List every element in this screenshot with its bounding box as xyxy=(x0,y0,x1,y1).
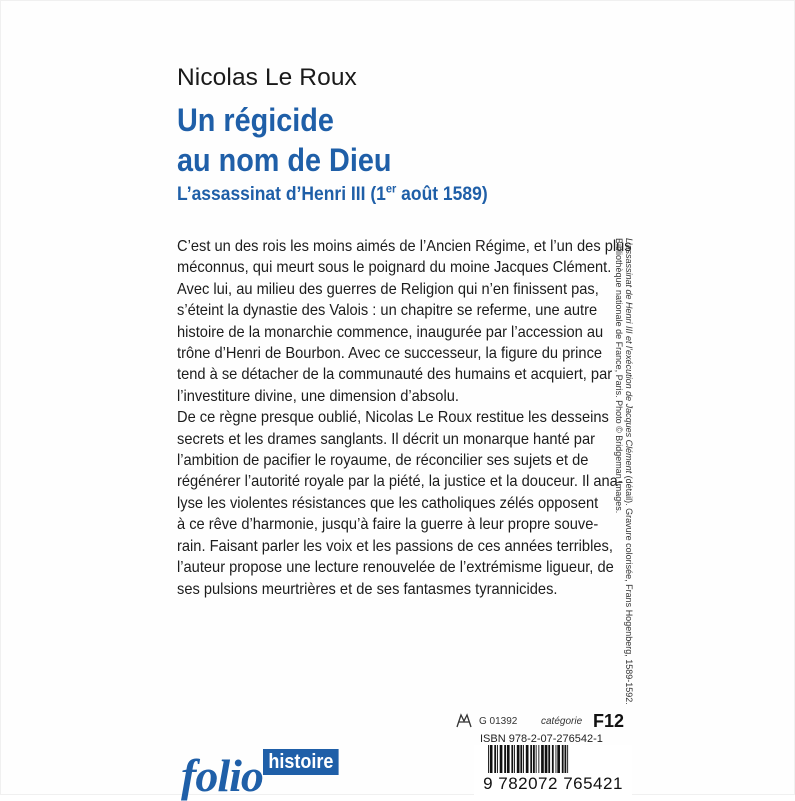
blurb-line: méconnus, qui meurt sous le poignard du moine Jacques Clément. xyxy=(177,259,612,277)
barcode-bar xyxy=(507,745,510,775)
barcode-bar xyxy=(511,745,513,775)
barcode-bar xyxy=(556,745,557,775)
barcode-bar xyxy=(520,745,522,775)
barcode-bar xyxy=(545,745,548,775)
blurb-line: l’investiture divine, une dimension d’absolu. xyxy=(177,387,459,405)
book-subtitle xyxy=(177,181,488,206)
barcode-bar xyxy=(548,745,550,775)
barcode-bar xyxy=(562,745,564,775)
blurb-line: histoire de la monarchie commence, inaugurée par l’accession au xyxy=(177,323,604,341)
blurb-line: Avec lui, au milieu des guerres de Religion qui n’en finissent pas, xyxy=(177,280,599,298)
blurb-line: l’auteur propose une lecture renouvelée de l’extrémisme ligueur, de xyxy=(177,559,614,577)
blurb-line: lyse les violentes résistances que les catholiques zélés opposent xyxy=(177,494,599,512)
barcode-bar xyxy=(494,745,496,775)
blurb-line: tend à se détacher de la communauté des humains et acquiert, par xyxy=(177,366,613,384)
blurb-line: ses pulsions meurtrières et de ses fantasmes tyrannicides. xyxy=(177,580,558,598)
barcode-bar xyxy=(504,745,506,775)
barcode-digits: 9 782072 765421 xyxy=(474,773,632,795)
barcode-bar xyxy=(538,745,539,775)
publisher-code: G 01392 xyxy=(479,716,518,727)
author-name: Nicolas Le Roux xyxy=(177,64,357,91)
subtitle-post: août 1589) xyxy=(396,184,488,205)
credit-line-2: Bibliothèque nationale de France, Paris. Photo © Bridgeman Images. xyxy=(614,238,625,514)
credit-artwork-title: L’assassinat de Henri III et l’exécution de Jacques Clément xyxy=(624,238,634,474)
blurb-line: rain. Faisant parler les voix et les passions de ces années terribles, xyxy=(177,537,613,555)
barcode-bar xyxy=(557,745,560,775)
category-value: F12 xyxy=(593,711,625,731)
credit-line-1 xyxy=(623,238,634,705)
barcode-bar xyxy=(541,745,544,775)
image-credit xyxy=(614,238,634,705)
barcode-bar xyxy=(500,745,503,775)
barcode-bar xyxy=(536,745,537,775)
blurb-line: De ce règne presque oublié, Nicolas Le Roux restitue les desseins xyxy=(177,409,609,427)
barcode-bar xyxy=(533,745,535,775)
blurb-line: secrets et les drames sanglants. Il décrit un monarque hanté par xyxy=(177,430,595,448)
subtitle-pre: L’assassinat d’Henri III (1 xyxy=(177,184,386,205)
isbn-number: ISBN 978-2-07-276542-1 xyxy=(480,733,603,745)
barcode-bar xyxy=(514,745,515,775)
book-title-line-1: Un régicide xyxy=(177,102,334,138)
folio-brand-word: folio xyxy=(181,750,263,801)
blurb-line: à ce rêve d’harmonie, jusqu’à faire la guerre à leur propre souve- xyxy=(177,516,599,534)
blurb-line: trône d’Henri de Bourbon. Avec ce successeur, la figure du prince xyxy=(177,345,603,363)
ean-barcode xyxy=(474,745,632,795)
barcode-bar xyxy=(497,745,498,775)
credit-line-1-rest: (détail). Gravure colorisée, Frans Hogenberg, 1589-1592. xyxy=(624,473,634,705)
barcode-bar xyxy=(530,745,532,775)
barcode-bar xyxy=(523,745,524,775)
barcode-bar xyxy=(552,745,554,775)
publisher-code-row xyxy=(455,711,630,731)
barcode-bar xyxy=(517,745,520,775)
blurb-line: régénérer l’autorité royale par la piété, la justice et la douceur. Il ana- xyxy=(177,473,623,491)
blurb-line: l’ambition de pacifier le royaume, de réconcilier ses sujets et de xyxy=(177,452,589,470)
barcode-bar xyxy=(488,745,489,775)
category-label: catégorie xyxy=(541,716,583,727)
barcode-bar xyxy=(567,745,568,775)
series-name-badge: histoire xyxy=(263,749,339,775)
book-title-line-2: au nom de Dieu xyxy=(177,142,392,178)
book-title xyxy=(177,100,391,180)
blurb-line: C’est un des rois les moins aimés de l’Ancien Régime, et l’un des plus xyxy=(177,238,632,255)
barcode-bar xyxy=(490,745,493,775)
gallimard-logo-icon xyxy=(455,713,473,729)
barcode-bar xyxy=(526,745,529,775)
blurb-line: s’éteint la dynastie des Valois : un chapitre se referme, une autre xyxy=(177,302,598,320)
folio-histoire-logo xyxy=(181,749,334,801)
image-credit-text xyxy=(614,238,634,705)
subtitle-sup: er xyxy=(385,181,397,196)
barcode-bar xyxy=(565,745,567,775)
